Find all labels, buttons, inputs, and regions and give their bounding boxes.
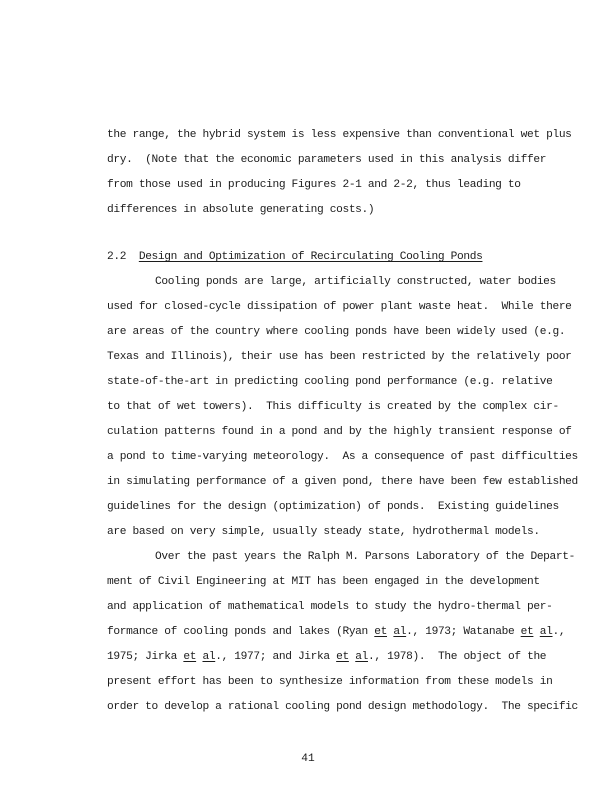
body-text-line: present effort has been to synthesize information from these models in xyxy=(107,676,553,688)
body-text-line: to that of wet towers). This difficulty is created by the complex cir- xyxy=(107,401,559,413)
body-text-line: are based on very simple, usually steady state, hydrothermal models. xyxy=(107,526,540,538)
body-text-line: ment of Civil Engineering at MIT has been engaged in the development xyxy=(107,576,540,588)
citation-al: al xyxy=(355,651,368,663)
body-text-line: in simulating performance of a given pond, there have been few established xyxy=(107,476,578,488)
citation-al: al xyxy=(539,626,553,638)
citation-et: et xyxy=(520,626,534,638)
body-text-line: from those used in producing Figures 2-1 and 2-2, thus leading to xyxy=(107,179,521,191)
page-number: 41 xyxy=(301,753,315,765)
citation-et: et xyxy=(336,651,349,663)
section-heading xyxy=(107,250,482,264)
body-text-line: culation patterns found in a pond and by the highly transient response of xyxy=(107,426,572,438)
body-text-line: 1975; Jirka et al., 1977; and Jirka et al., 1978). The object of the xyxy=(107,651,547,663)
citation-al: al xyxy=(393,626,407,638)
citation-et: et xyxy=(374,626,388,638)
body-text-line: used for closed-cycle dissipation of power plant waste heat. While there xyxy=(107,301,572,313)
body-text-line: a pond to time-varying meteorology. As a consequence of past difficulties xyxy=(107,451,578,463)
body-text-line: guidelines for the design (optimization) of ponds. Existing guidelines xyxy=(107,501,559,513)
body-text-line: order to develop a rational cooling pond design methodology. The specific xyxy=(107,701,578,713)
body-text-line: formance of cooling ponds and lakes (Ryan et al., 1973; Watanabe et al., xyxy=(107,626,566,638)
body-text-line: Texas and Illinois), their use has been restricted by the relatively poor xyxy=(107,351,572,363)
body-text-line: and application of mathematical models to study the hydro-thermal per- xyxy=(107,601,553,613)
section-title: Design and Optimization of Recirculating Cooling Ponds xyxy=(138,251,483,263)
citation-et: et xyxy=(183,651,197,663)
section-number: 2.2 xyxy=(107,251,127,263)
body-text-line: the range, the hybrid system is less expensive than conventional wet plus xyxy=(107,129,572,141)
body-text-line: Cooling ponds are large, artificially constructed, water bodies xyxy=(155,276,556,288)
body-text-line: Over the past years the Ralph M. Parsons Laboratory of the Depart- xyxy=(155,551,575,563)
body-text-line: are areas of the country where cooling ponds have been widely used (e.g. xyxy=(107,326,566,338)
body-text-line: dry. (Note that the economic parameters used in this analysis differ xyxy=(107,154,547,166)
body-text-line: differences in absolute generating costs.) xyxy=(107,204,375,216)
body-text-line: state-of-the-art in predicting cooling pond performance (e.g. relative xyxy=(107,376,553,388)
citation-al: al xyxy=(202,651,216,663)
